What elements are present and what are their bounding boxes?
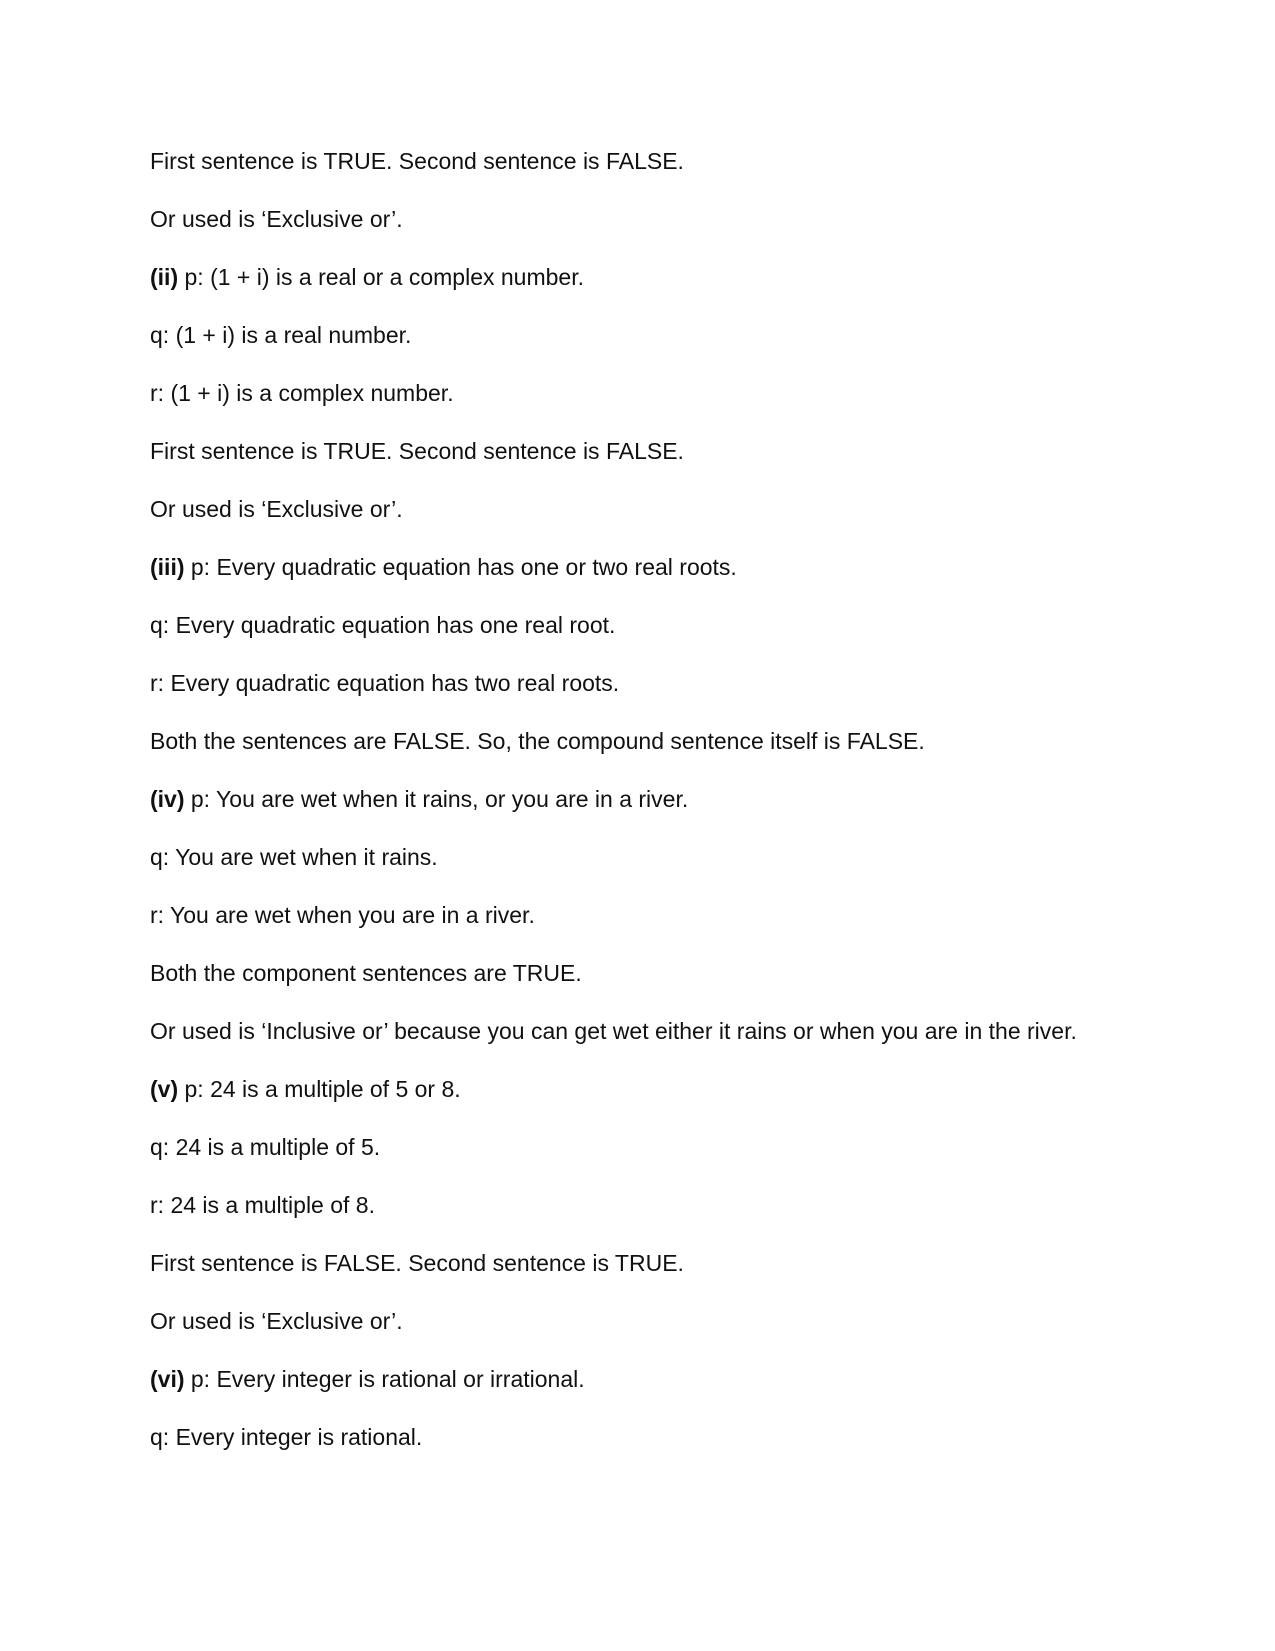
paragraph-text: r: 24 is a multiple of 8.	[150, 1192, 375, 1218]
item-label: (iv)	[150, 786, 185, 812]
paragraph-6	[150, 436, 1110, 466]
paragraph-text: q: (1 + i) is a real number.	[150, 322, 412, 348]
paragraph-2	[150, 204, 1110, 234]
paragraph-20	[150, 1248, 1110, 1278]
paragraph-text: p: You are wet when it rains, or you are in a river.	[184, 786, 689, 812]
paragraph-text: q: Every quadratic equation has one real root.	[150, 612, 616, 638]
paragraph-22	[150, 1364, 1110, 1394]
item-label: (ii)	[150, 264, 179, 290]
paragraph-7	[150, 494, 1110, 524]
paragraph-1	[150, 146, 1110, 176]
paragraph-11	[150, 726, 1110, 756]
paragraph-21	[150, 1306, 1110, 1336]
paragraph-text: p: 24 is a multiple of 5 or 8.	[178, 1076, 461, 1102]
paragraph-4	[150, 320, 1110, 350]
paragraph-text: q: You are wet when it rains.	[150, 844, 438, 870]
paragraph-text: First sentence is TRUE. Second sentence is FALSE.	[150, 438, 684, 464]
paragraph-15	[150, 958, 1110, 988]
paragraph-14	[150, 900, 1110, 930]
page-content	[150, 146, 1110, 1480]
paragraph-16	[150, 1016, 1110, 1046]
paragraph-13	[150, 842, 1110, 872]
paragraph-3	[150, 262, 1110, 292]
paragraph-text: Or used is ‘Exclusive or’.	[150, 206, 403, 232]
paragraph-text: Or used is ‘Inclusive or’ because you can get wet either it rains or when you are in the river.	[150, 1018, 1077, 1044]
item-label: (v)	[150, 1076, 179, 1102]
paragraph-text: p: Every integer is rational or irrational.	[184, 1366, 585, 1392]
paragraph-18	[150, 1132, 1110, 1162]
paragraph-8	[150, 552, 1110, 582]
paragraph-text: Or used is ‘Exclusive or’.	[150, 496, 403, 522]
paragraph-text: Both the sentences are FALSE. So, the compound sentence itself is FALSE.	[150, 728, 925, 754]
paragraph-text: q: Every integer is rational.	[150, 1424, 423, 1450]
paragraph-text: r: Every quadratic equation has two real roots.	[150, 670, 620, 696]
item-label: (vi)	[150, 1366, 185, 1392]
paragraph-5	[150, 378, 1110, 408]
paragraph-text: Both the component sentences are TRUE.	[150, 960, 582, 986]
paragraph-text: p: (1 + i) is a real or a complex number.	[178, 264, 584, 290]
paragraph-text: r: You are wet when you are in a river.	[150, 902, 535, 928]
paragraph-text: r: (1 + i) is a complex number.	[150, 380, 454, 406]
paragraph-12	[150, 784, 1110, 814]
paragraph-10	[150, 668, 1110, 698]
paragraph-text: First sentence is TRUE. Second sentence is FALSE.	[150, 148, 684, 174]
paragraph-9	[150, 610, 1110, 640]
paragraph-19	[150, 1190, 1110, 1220]
paragraph-text: Or used is ‘Exclusive or’.	[150, 1308, 403, 1334]
paragraph-17	[150, 1074, 1110, 1104]
paragraph-text: q: 24 is a multiple of 5.	[150, 1134, 381, 1160]
item-label: (iii)	[150, 554, 185, 580]
paragraph-text: First sentence is FALSE. Second sentence is TRUE.	[150, 1250, 684, 1276]
paragraph-23	[150, 1422, 1110, 1452]
paragraph-text: p: Every quadratic equation has one or two real roots.	[184, 554, 737, 580]
